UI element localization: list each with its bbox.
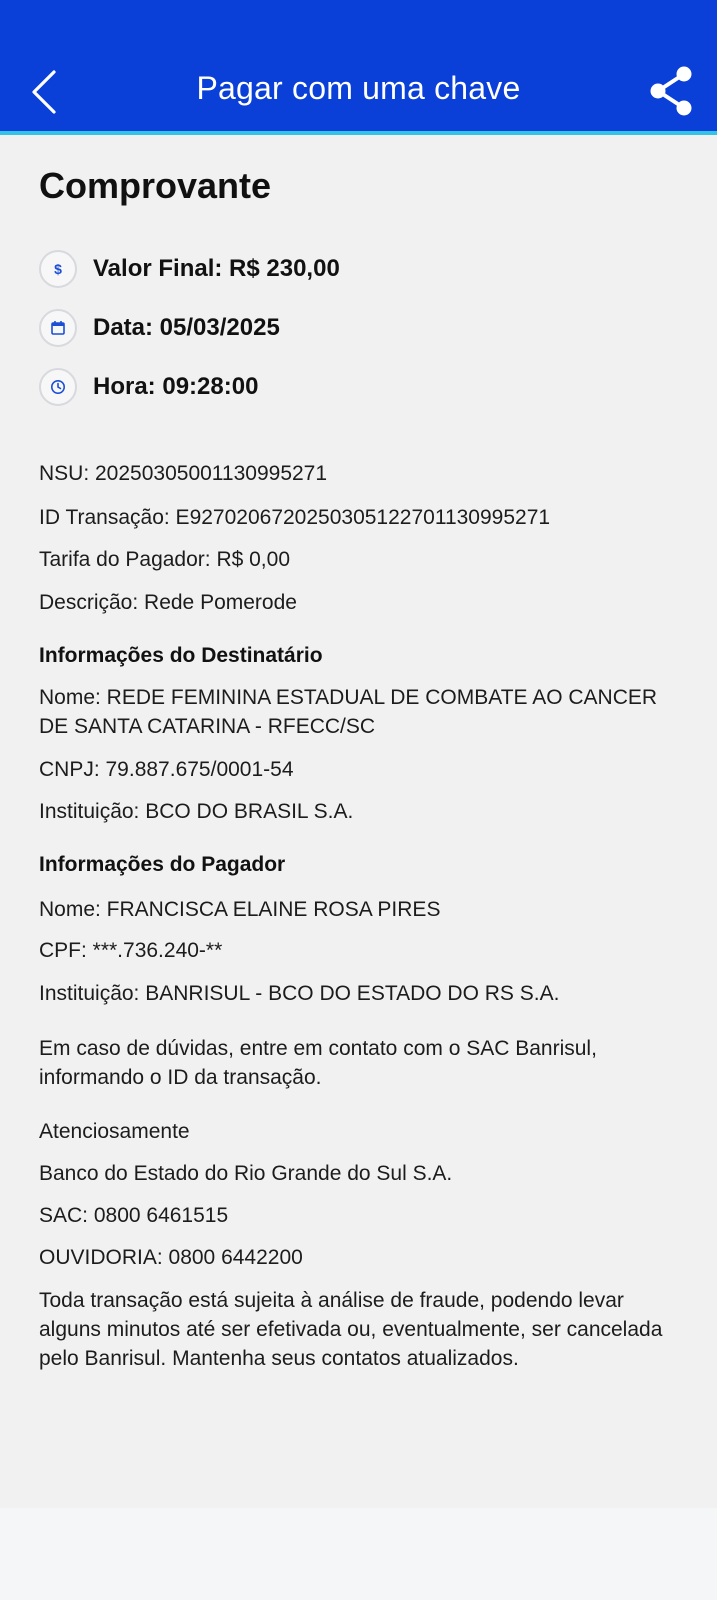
dollar-icon: $	[39, 250, 77, 288]
share-icon	[647, 64, 695, 118]
sac-phone: SAC: 0800 6461515	[39, 1204, 229, 1227]
transaction-time: Hora: 09:28:00	[93, 373, 259, 400]
ombudsman-phone: OUVIDORIA: 0800 6442200	[39, 1246, 303, 1269]
recipient-section-heading: Informações do Destinatário	[39, 644, 323, 667]
payer-name: Nome: FRANCISCA ELAINE ROSA PIRES	[39, 898, 441, 921]
app-header	[0, 0, 717, 135]
fraud-notice: Toda transação está sujeita à análise de fraude, podendo levar alguns minutos até ser efetivada ou, eventualmente, ser cancelada pelo Banrisul. Mantenha seus contatos atualizados.	[39, 1289, 663, 1370]
regards-text: Atenciosamente	[39, 1120, 190, 1143]
final-amount-row	[39, 248, 340, 290]
page-header-title: Pagar com uma chave	[196, 70, 521, 106]
payer-institution: Instituição: BANRISUL - BCO DO ESTADO DO RS S.A.	[39, 982, 560, 1005]
date-row	[39, 307, 280, 349]
transaction-date: Data: 05/03/2025	[93, 314, 280, 341]
receipt-title: Comprovante	[39, 165, 272, 206]
final-amount: Valor Final: R$ 230,00	[93, 255, 340, 282]
recipient-cnpj: CNPJ: 79.887.675/0001-54	[39, 758, 294, 781]
clock-icon	[39, 368, 77, 406]
receipt-content	[0, 135, 717, 1508]
bank-name: Banco do Estado do Rio Grande do Sul S.A.	[39, 1162, 453, 1185]
nsu-text: NSU: 20250305001130995271	[39, 462, 328, 485]
support-notice: Em caso de dúvidas, entre em contato com o SAC Banrisul, informando o ID da transação.	[39, 1037, 597, 1089]
recipient-name: Nome: REDE FEMININA ESTADUAL DE COMBATE AO CANCER DE SANTA CATARINA - RFECC/SC	[39, 686, 658, 738]
payer-cpf: CPF: ***.736.240-**	[39, 939, 223, 962]
recipient-institution: Instituição: BCO DO BRASIL S.A.	[39, 800, 354, 823]
payer-fee-text: Tarifa do Pagador: R$ 0,00	[39, 548, 290, 571]
time-row	[39, 366, 258, 408]
transaction-id-text: ID Transação: E92702067202503051227011309952​71	[39, 506, 551, 529]
share-button[interactable]	[647, 64, 695, 118]
calendar-icon	[39, 309, 77, 347]
bottom-area	[0, 1508, 717, 1600]
description-text: Descrição: Rede Pomerode	[39, 591, 297, 614]
payer-section-heading: Informações do Pagador	[39, 853, 286, 876]
